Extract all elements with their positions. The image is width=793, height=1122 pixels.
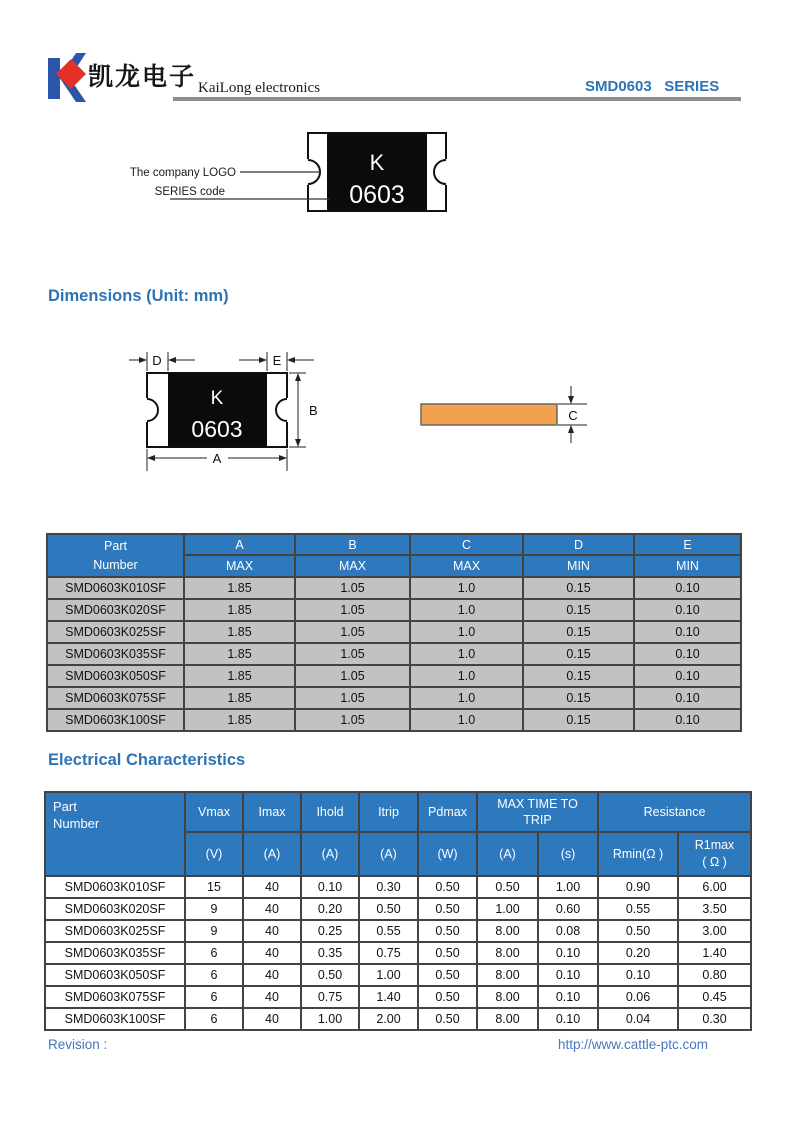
table-row [45, 920, 751, 942]
cell: 1.05 [295, 599, 410, 621]
cell: 0.55 [359, 920, 418, 942]
dim-limit-d: MIN [523, 555, 634, 577]
cell: 0.75 [301, 986, 359, 1008]
table-row [47, 599, 741, 621]
revision-label: Revision : [48, 1037, 108, 1052]
cell: 40 [243, 964, 301, 986]
dimensions-heading: Dimensions (Unit: mm) [48, 287, 229, 305]
side-view-chip [421, 386, 587, 443]
brand-chinese: 凯龙电子 [88, 62, 197, 91]
cell: 0.15 [523, 665, 634, 687]
cell: 1.0 [410, 599, 523, 621]
dim-col-a: A [184, 534, 295, 555]
cell: 40 [243, 920, 301, 942]
unit-a2: (A) [301, 832, 359, 876]
dim-label-a: A [212, 451, 222, 466]
cell: 0.15 [523, 709, 634, 731]
cell: 3.50 [678, 898, 751, 920]
cell: 40 [243, 986, 301, 1008]
company-logo-label: The company LOGO [130, 167, 236, 179]
dimension-d [129, 352, 195, 371]
cell: 0.08 [538, 920, 598, 942]
cell: 1.05 [295, 709, 410, 731]
part-header-line1: Part [104, 538, 127, 553]
table-row [45, 876, 751, 898]
dimension-b [289, 373, 306, 447]
cell: 1.85 [184, 621, 295, 643]
cell: 1.05 [295, 577, 410, 599]
cell: 0.50 [598, 920, 678, 942]
cell: 0.10 [634, 577, 741, 599]
max-time-line2: TRIP [523, 813, 552, 827]
cell: 1.05 [295, 687, 410, 709]
cell: 0.10 [634, 643, 741, 665]
col-imax: Imax [243, 792, 301, 832]
r1max-line2: ( Ω ) [702, 855, 727, 869]
col-ihold: Ihold [301, 792, 359, 832]
dimensions-table [46, 533, 742, 732]
part-number-cell: SMD0603K025SF [47, 621, 184, 643]
cell: 0.50 [418, 898, 477, 920]
table-row [45, 898, 751, 920]
dim-limit-e: MIN [634, 555, 741, 577]
table-row [47, 577, 741, 599]
cell: 40 [243, 876, 301, 898]
table-row [47, 687, 741, 709]
col-vmax: Vmax [185, 792, 243, 832]
cell: 0.55 [598, 898, 678, 920]
part-number-cell: SMD0603K020SF [47, 599, 184, 621]
cell: 0.10 [301, 876, 359, 898]
cell: 40 [243, 898, 301, 920]
header-rule [173, 97, 741, 101]
unit-w: (W) [418, 832, 477, 876]
r1max-line1: R1max [694, 838, 735, 852]
cell: 0.30 [678, 1008, 751, 1030]
cell: 0.50 [418, 920, 477, 942]
table-row [45, 986, 751, 1008]
cell: 0.50 [418, 1008, 477, 1030]
part-number-cell: SMD0603K050SF [45, 964, 185, 986]
cell: 8.00 [477, 942, 538, 964]
dim-label-d: D [152, 353, 162, 368]
cell: 8.00 [477, 1008, 538, 1030]
cell: 0.10 [538, 964, 598, 986]
cell: 6 [185, 1008, 243, 1030]
cell: 8.00 [477, 920, 538, 942]
chip-code-text: 0603 [349, 181, 405, 209]
website-link[interactable]: http://www.cattle-ptc.com [557, 1037, 708, 1052]
dim-label-b: B [309, 403, 318, 418]
cell: 0.15 [523, 621, 634, 643]
col-itrip: Itrip [359, 792, 418, 832]
cell: 0.15 [523, 687, 634, 709]
part-number-cell: SMD0603K010SF [47, 577, 184, 599]
cell: 1.05 [295, 665, 410, 687]
unit-v: (V) [185, 832, 243, 876]
cell: 0.10 [538, 986, 598, 1008]
part-number-cell: SMD0603K035SF [45, 942, 185, 964]
cell: 0.50 [418, 876, 477, 898]
cell: 0.10 [634, 687, 741, 709]
cell: 0.06 [598, 986, 678, 1008]
table-row [45, 964, 751, 986]
col-rmin: Rmin(Ω ) [598, 832, 678, 876]
table-row [47, 643, 741, 665]
cell: 0.10 [634, 665, 741, 687]
cell: 9 [185, 898, 243, 920]
cell: 8.00 [477, 986, 538, 1008]
dim-col-e: E [634, 534, 741, 555]
cell: 0.30 [359, 876, 418, 898]
cell: 0.10 [634, 599, 741, 621]
cell: 1.00 [359, 964, 418, 986]
cell: 1.0 [410, 577, 523, 599]
cell: 9 [185, 920, 243, 942]
dim-col-c: C [410, 534, 523, 555]
cell: 1.00 [301, 1008, 359, 1030]
series-title: SMD0603 SERIES [585, 78, 720, 95]
cell: 0.15 [523, 599, 634, 621]
col-pdmax: Pdmax [418, 792, 477, 832]
part-header-line2: Number [53, 816, 100, 831]
part-header-line2: Number [93, 557, 138, 572]
cell: 0.50 [418, 986, 477, 1008]
cell: 1.85 [184, 687, 295, 709]
cell: 0.20 [598, 942, 678, 964]
table-row [47, 709, 741, 731]
part-number-cell: SMD0603K035SF [47, 643, 184, 665]
cell: 0.50 [477, 876, 538, 898]
dim-label-e: E [272, 353, 282, 368]
unit-a4: (A) [477, 832, 538, 876]
dim-chip-code-text: 0603 [191, 416, 243, 442]
unit-s: (s) [538, 832, 598, 876]
table-row [47, 621, 741, 643]
part-number-cell: SMD0603K020SF [45, 898, 185, 920]
part-number-cell: SMD0603K075SF [47, 687, 184, 709]
cell: 0.10 [634, 709, 741, 731]
cell: 6 [185, 964, 243, 986]
cell: 2.00 [359, 1008, 418, 1030]
series-code-label: SERIES code [154, 186, 225, 198]
table-row [45, 942, 751, 964]
dim-col-b: B [295, 534, 410, 555]
cell: 8.00 [477, 964, 538, 986]
col-r1max [678, 832, 751, 876]
cell: 0.10 [598, 964, 678, 986]
part-header-line1: Part [53, 799, 77, 814]
cell: 40 [243, 1008, 301, 1030]
part-number-cell: SMD0603K100SF [45, 1008, 185, 1030]
cell: 0.04 [598, 1008, 678, 1030]
cell: 0.50 [418, 942, 477, 964]
dim-limit-a: MAX [184, 555, 295, 577]
chip-logo-text: K [369, 150, 385, 175]
callout-labels [130, 167, 330, 199]
dim-header-row-1 [47, 534, 741, 555]
cell: 1.0 [410, 687, 523, 709]
max-time-line1: MAX TIME TO [497, 797, 578, 811]
cell: 0.80 [678, 964, 751, 986]
cell: 6 [185, 986, 243, 1008]
cell: 0.90 [598, 876, 678, 898]
unit-a1: (A) [243, 832, 301, 876]
part-number-cell: SMD0603K050SF [47, 665, 184, 687]
cell: 0.50 [359, 898, 418, 920]
part-number-cell: SMD0603K075SF [45, 986, 185, 1008]
cell: 1.40 [678, 942, 751, 964]
cell: 0.20 [301, 898, 359, 920]
cell: 40 [243, 942, 301, 964]
cell: 0.35 [301, 942, 359, 964]
cell: 0.60 [538, 898, 598, 920]
cell: 0.50 [301, 964, 359, 986]
cell: 1.0 [410, 643, 523, 665]
cell: 1.05 [295, 643, 410, 665]
part-number-cell: SMD0603K100SF [47, 709, 184, 731]
cell: 0.15 [523, 577, 634, 599]
part-number-cell: SMD0603K010SF [45, 876, 185, 898]
cell: 1.40 [359, 986, 418, 1008]
cell: 1.0 [410, 665, 523, 687]
cell: 0.75 [359, 942, 418, 964]
cell: 1.85 [184, 599, 295, 621]
dim-chip-logo-text: K [210, 388, 224, 409]
cell: 0.15 [523, 643, 634, 665]
cell: 1.85 [184, 709, 295, 731]
dim-col-d: D [523, 534, 634, 555]
elec-part-header [45, 792, 185, 876]
unit-a3: (A) [359, 832, 418, 876]
dim-limit-b: MAX [295, 555, 410, 577]
component-figure [130, 125, 460, 225]
cell: 0.10 [538, 1008, 598, 1030]
dimension-drawing [125, 340, 600, 480]
kailong-logo-icon [45, 51, 92, 104]
electrical-heading: Electrical Characteristics [48, 751, 246, 769]
cell: 0.50 [418, 964, 477, 986]
cell: 0.10 [634, 621, 741, 643]
dim-label-c: C [568, 408, 578, 423]
col-max-time-to-trip [477, 792, 598, 832]
electrical-table [44, 791, 752, 1031]
dim-limit-c: MAX [410, 555, 523, 577]
cell: 1.00 [538, 876, 598, 898]
cell: 6.00 [678, 876, 751, 898]
table-row [47, 665, 741, 687]
part-number-cell: SMD0603K025SF [45, 920, 185, 942]
dim-part-header [47, 534, 184, 577]
cell: 1.85 [184, 577, 295, 599]
cell: 1.85 [184, 643, 295, 665]
cell: 1.00 [477, 898, 538, 920]
cell: 3.00 [678, 920, 751, 942]
cell: 15 [185, 876, 243, 898]
cell: 1.0 [410, 709, 523, 731]
cell: 1.0 [410, 621, 523, 643]
cell: 1.05 [295, 621, 410, 643]
front-view-chip [147, 373, 287, 447]
cell: 6 [185, 942, 243, 964]
cell: 0.25 [301, 920, 359, 942]
cell: 1.85 [184, 665, 295, 687]
table-row [45, 1008, 751, 1030]
brand-english: KaiLong electronics [198, 80, 321, 96]
col-resistance: Resistance [598, 792, 751, 832]
elec-header-row-1 [45, 792, 751, 832]
cell: 0.10 [538, 942, 598, 964]
cell: 0.45 [678, 986, 751, 1008]
